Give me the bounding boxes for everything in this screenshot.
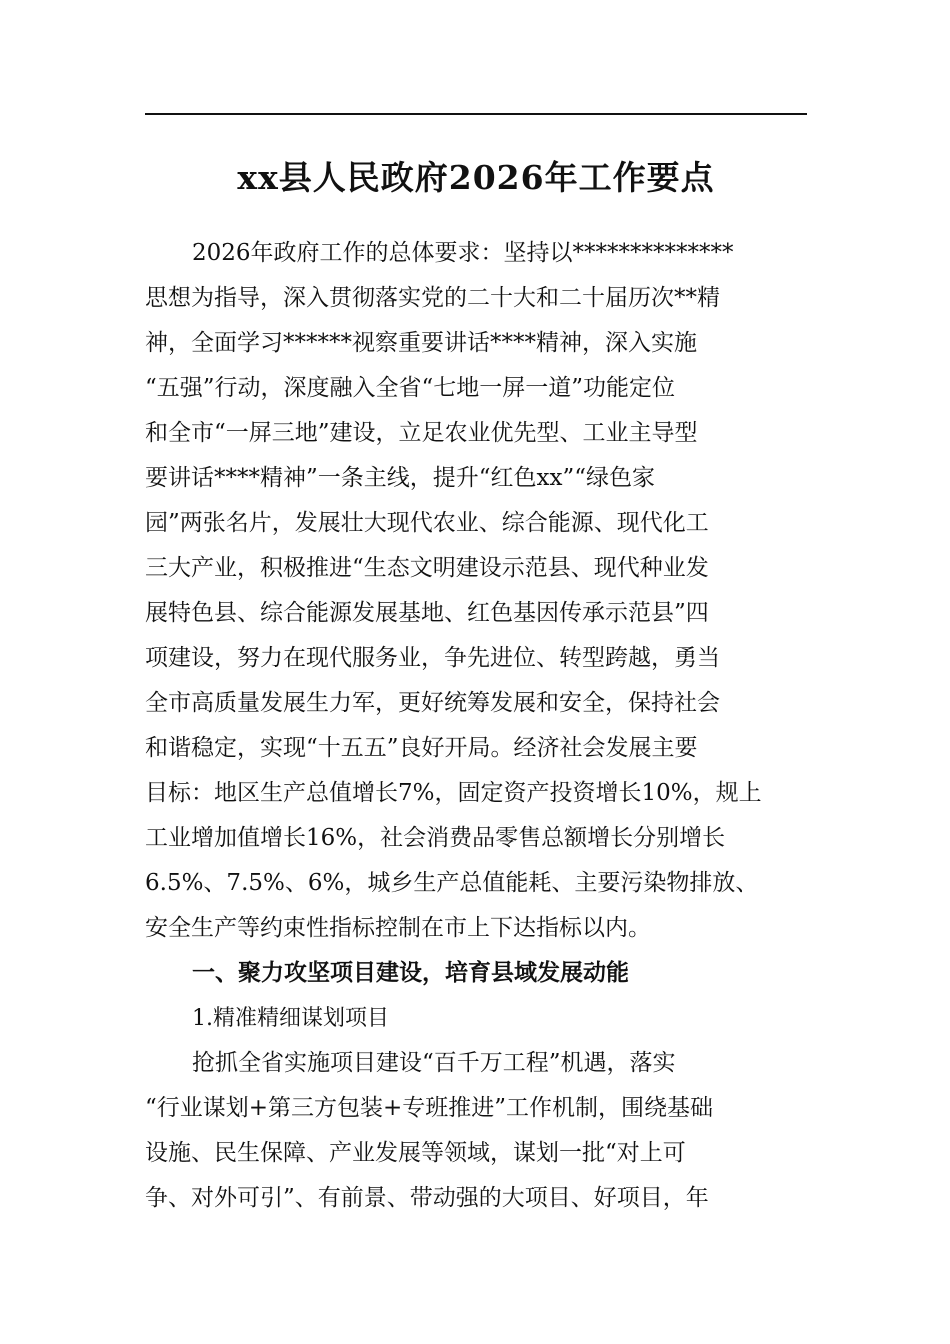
subsection-1-heading: 1.精准精细谋划项目 [192,1006,389,1031]
intro-line: 三大产业，积极推进“生态文明建设示范县、现代种业发 [145,555,709,581]
intro-line: 和全市“一屏三地”建设，立足农业优先型、工业主导型 [145,420,698,446]
intro-line: 全市高质量发展生力军，更好统筹发展和安全，保持社会 [145,690,720,716]
section-1-heading: 一、聚力攻坚项目建设，培育县域发展动能 [192,960,629,986]
intro-line: 工业增加值增长16%，社会消费品零售总额增长分别增长 [145,825,726,851]
body-line: 抢抓全省实施项目建设“百千万工程”机遇，落实 [192,1050,676,1076]
intro-line: 安全生产等约束性指标控制在市上下达指标以内。 [145,915,651,941]
body-line: 设施、民生保障、产业发展等领域，谋划一批“对上可 [145,1140,686,1166]
intro-line: 思想为指导，深入贯彻落实党的二十大和二十届历次**精 [145,285,720,311]
document-title: xx县人民政府2026年工作要点 [237,158,715,197]
intro-line: 和谐稳定，实现“十五五”良好开局。经济社会发展主要 [145,735,698,761]
body-line: 争、对外可引”、有前景、带动强的大项目、好项目，年 [145,1185,709,1211]
intro-line: 园”两张名片，发展壮大现代农业、综合能源、现代化工 [145,510,709,536]
body-line: “行业谋划+第三方包装+专班推进”工作机制，围绕基础 [145,1095,714,1121]
intro-line: 展特色县、综合能源发展基地、红色基因传承示范县”四 [145,600,709,626]
intro-line: 要讲话****精神”一条主线，提升“红色xx”“绿色家 [145,465,655,491]
intro-line: “五强”行动，深度融入全省“七地一屏一道”功能定位 [145,375,676,401]
intro-line: 神，全面学习******视察重要讲话****精神，深入实施 [145,330,697,356]
intro-line: 6.5%、7.5%、6%，城乡生产总值能耗、主要污染物排放、 [145,870,759,896]
intro-line: 2026年政府工作的总体要求：坚持以************** [192,240,734,266]
intro-line: 项建设，努力在现代服务业，争先进位、转型跨越，勇当 [145,645,720,671]
top-rule [145,113,807,115]
intro-line: 目标：地区生产总值增长7%，固定资产投资增长10%，规上 [145,780,762,806]
